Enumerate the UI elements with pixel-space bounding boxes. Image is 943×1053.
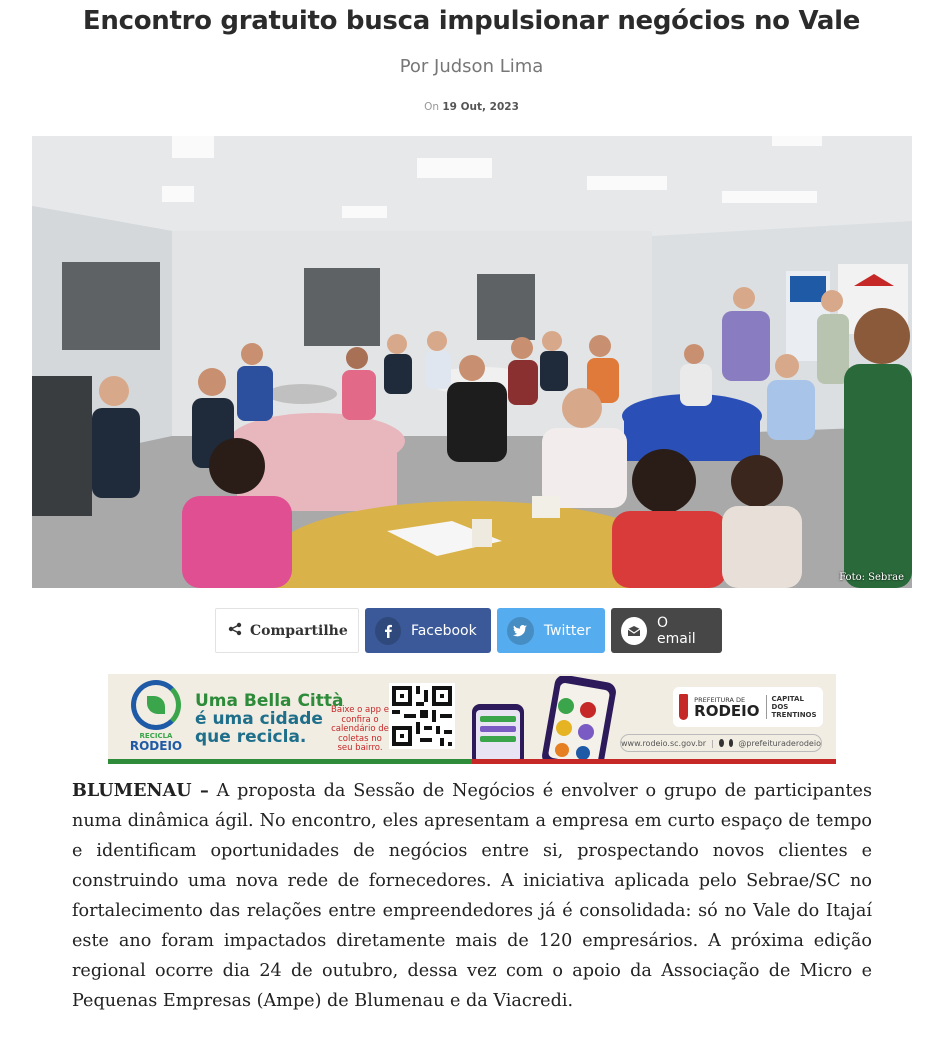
qr-code-icon	[389, 683, 455, 749]
twitter-label: Twitter	[543, 622, 591, 639]
date-value: 19 Out, 2023	[442, 101, 519, 113]
email-share-button[interactable]	[611, 608, 722, 653]
ad-stripe	[108, 759, 836, 764]
instagram-icon	[729, 739, 734, 747]
article-photo	[32, 136, 912, 588]
crest-icon	[679, 694, 688, 720]
facebook-share-button[interactable]	[365, 608, 491, 653]
photo-credit: Foto: Sebrae	[839, 572, 904, 583]
share-label-text: Compartilhe	[250, 622, 348, 639]
ad-cta-text: Baixe o app e confira o calendário de coletas no seu bairro.	[331, 705, 389, 753]
article-body	[72, 776, 872, 1016]
twitter-icon	[507, 617, 534, 645]
facebook-label: Facebook	[410, 622, 477, 639]
email-label: O email	[657, 614, 696, 647]
phones-illustration	[468, 676, 618, 762]
facebook-icon	[719, 739, 724, 747]
ad-banner[interactable]	[108, 674, 836, 764]
article-byline: Por Judson Lima	[399, 56, 544, 77]
article-lead: BLUMENAU –	[72, 780, 209, 801]
facebook-icon	[375, 617, 401, 645]
article-title: Encontro gratuito busca impulsionar negócios no Vale	[82, 6, 861, 36]
share-bar	[215, 608, 722, 653]
prefeitura-logo: PREFEITURA DE RODEIO CAPITAL DOS TRENTINOS	[673, 687, 823, 727]
date-prefix: On	[424, 101, 439, 113]
ad-site-links: www.rodeio.sc.gov.br | @prefeituraderodeio	[620, 734, 822, 752]
meeting-photo	[32, 136, 912, 588]
ad-slogan: Uma Bella Città é uma cidade que recicla.	[195, 691, 344, 747]
twitter-share-button[interactable]	[497, 608, 605, 653]
article-date	[0, 101, 943, 113]
recycle-icon	[131, 680, 181, 730]
share-icon	[228, 622, 242, 640]
article-text: A proposta da Sessão de Negócios é envolver o grupo de participantes numa dinâmica ágil. No encontro, eles apresentam a empresa em curto espaço de tempo e identificam oportunidades de negócios entre si, prospectando novos clientes e construindo uma nova rede de fornecedores. A iniciativa aplicada pelo Sebrae/SC no fortalecimento das relações entre empreendedores já é consolidada: só no Vale do Itajaí este ano foram impactados diretamente mais de 120 empresários. A próxima edição regional ocorre dia 24 de outubro, dessa vez com o apoio da Associação de Micro e Pequenas Empresas (Ampe) de Blumenau e da Viacredi.	[72, 781, 872, 1011]
share-label	[215, 608, 359, 653]
email-icon	[621, 617, 647, 645]
recicla-rodeio-logo: RECICLA RODEIO	[126, 680, 186, 752]
